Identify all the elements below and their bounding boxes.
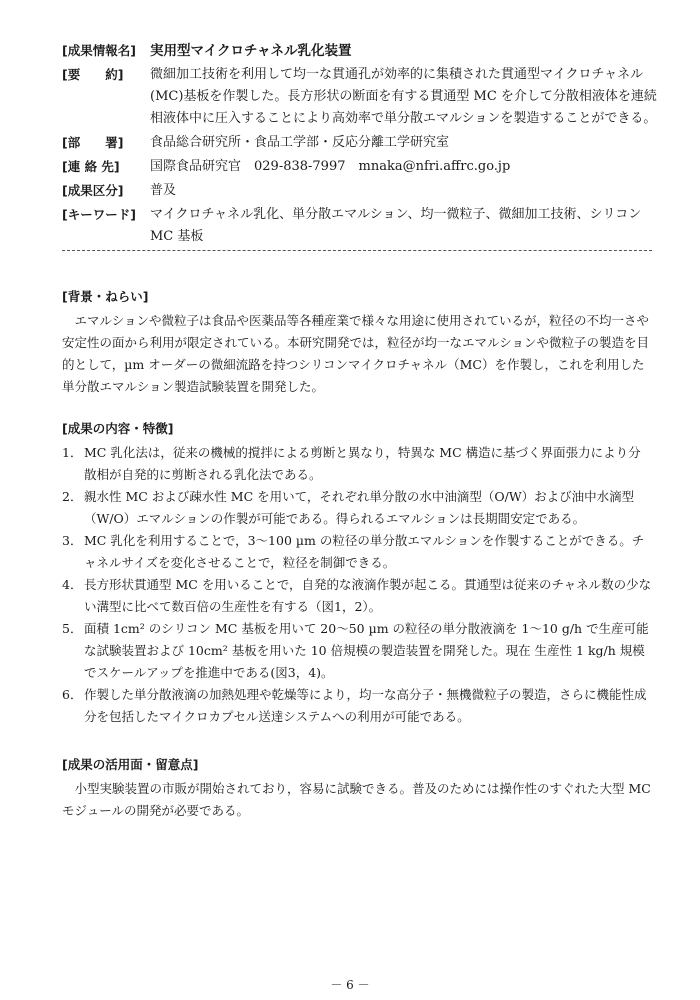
header-row-category: [62, 180, 662, 202]
header-row-contact: [62, 156, 662, 178]
result-title: 実用型マイクロチャネル乳化装置: [150, 43, 352, 59]
results-section: [62, 418, 652, 728]
list-item: [62, 684, 652, 728]
item-number: 6．: [62, 687, 83, 702]
header-label: [要 約]: [62, 67, 124, 82]
header-label: [成果区分]: [62, 183, 124, 198]
summary-header: [62, 40, 662, 250]
background-text: エマルションや微粒子は食品や医薬品等各種産業で様々な用途に使用されているが，粒径の不均一さや安定性の面から利用が限定されている。本研究開発では，粒径が均一なエマルションや微粒子の製造を目的として，µm オーダーの微細流路を持つシリコンマイクロチャネル（MC）を作製し，これを利用した単分散エマルション製造試験装置を開発した。: [62, 313, 649, 394]
header-row-summary: [62, 64, 662, 130]
item-text: MC 乳化法は，従来の機械的撹拌による剪断と異なり，特異な MC 構造に基づく界面張力により分散相が自発的に剪断される乳化法である。: [84, 445, 641, 482]
header-row-title: [62, 40, 662, 62]
department-text: 食品総合研究所・食品工学部・反応分離工学研究室: [150, 135, 450, 150]
dashed-divider: [62, 250, 652, 251]
item-text: 親水性 MC および疎水性 MC を用いて，それぞれ単分散の水中油滴型（O/W）および油中水滴型（W/O）エマルションの作製が可能である。得られるエマルションは長期間安定である。: [84, 489, 635, 526]
summary-text: 微細加工技術を利用して均一な貫通孔が効率的に集積された貫通型マイクロチャネル(MC)基板を作製した。長方形状の断面を有する貫通型 MC を介して分散相液体を連続相液体中に圧入することにより高効率で単分散エマルションを製造することができる。: [150, 67, 657, 126]
header-label: [部 署]: [62, 135, 124, 150]
item-number: 2．: [62, 489, 83, 504]
section-heading: [成果の活用面・留意点]: [62, 757, 199, 772]
keywords-text: マイクロチャネル乳化、単分散エマルション、均一微粒子、微細加工技術、シリコン MC 基板: [150, 207, 642, 244]
background-section: [62, 286, 652, 398]
item-number: 5．: [62, 621, 83, 636]
list-item: [62, 442, 652, 486]
category-text: 普及: [150, 183, 177, 198]
list-item: [62, 486, 652, 530]
header-row-keywords: [62, 204, 662, 248]
list-item: [62, 574, 652, 618]
header-row-department: [62, 132, 662, 154]
item-text: 長方形状貫通型 MC を用いることで，自発的な液滴作製が起こる。貫通型は従来のチャネル数の少ない溝型に比べて数百倍の生産性を有する（図1，2）。: [84, 577, 652, 614]
contact-text: 国際食品研究官 029-838-7997 mnaka@nfri.affrc.go.jp: [150, 159, 511, 174]
item-text: 作製した単分散液滴の加熱処理や乾燥等により，均一な高分子・無機微粒子の製造，さらに機能性成分を包括したマイクロカプセル送達システムへの利用が可能である。: [84, 687, 647, 724]
header-label: [キーワード]: [62, 207, 136, 222]
header-label: [連 絡 先]: [62, 159, 120, 174]
item-number: 3．: [62, 533, 83, 548]
item-number: 4．: [62, 577, 83, 592]
application-text: 小型実験装置の市販が開始されており，容易に試験できる。普及のためには操作性のすぐれた大型 MC モジュールの開発が必要である。: [62, 781, 651, 818]
item-text: MC 乳化を利用することで，3～100 µm の粒径の単分散エマルションを作製することができる。チャネルサイズを変化させることで，粒径を制御できる。: [84, 533, 645, 570]
header-label: [成果情報名]: [62, 43, 136, 58]
application-section: [62, 754, 652, 822]
list-item: [62, 618, 652, 684]
page-number: － 6 －: [330, 978, 370, 992]
list-item: [62, 530, 652, 574]
section-heading: [背景・ねらい]: [62, 289, 149, 304]
section-heading: [成果の内容・特徴]: [62, 421, 174, 436]
item-number: 1．: [62, 445, 83, 460]
item-text: 面積 1cm² のシリコン MC 基板を用いて 20～50 µm の粒径の単分散液滴を 1～10 g/h で生産可能な試験装置および 10cm² 基板を用いた 10 倍規模の製造装置を開発した。現在 生産性 1 kg/h 規模でスケールアップを推進中である(図3，4)。: [84, 621, 649, 680]
